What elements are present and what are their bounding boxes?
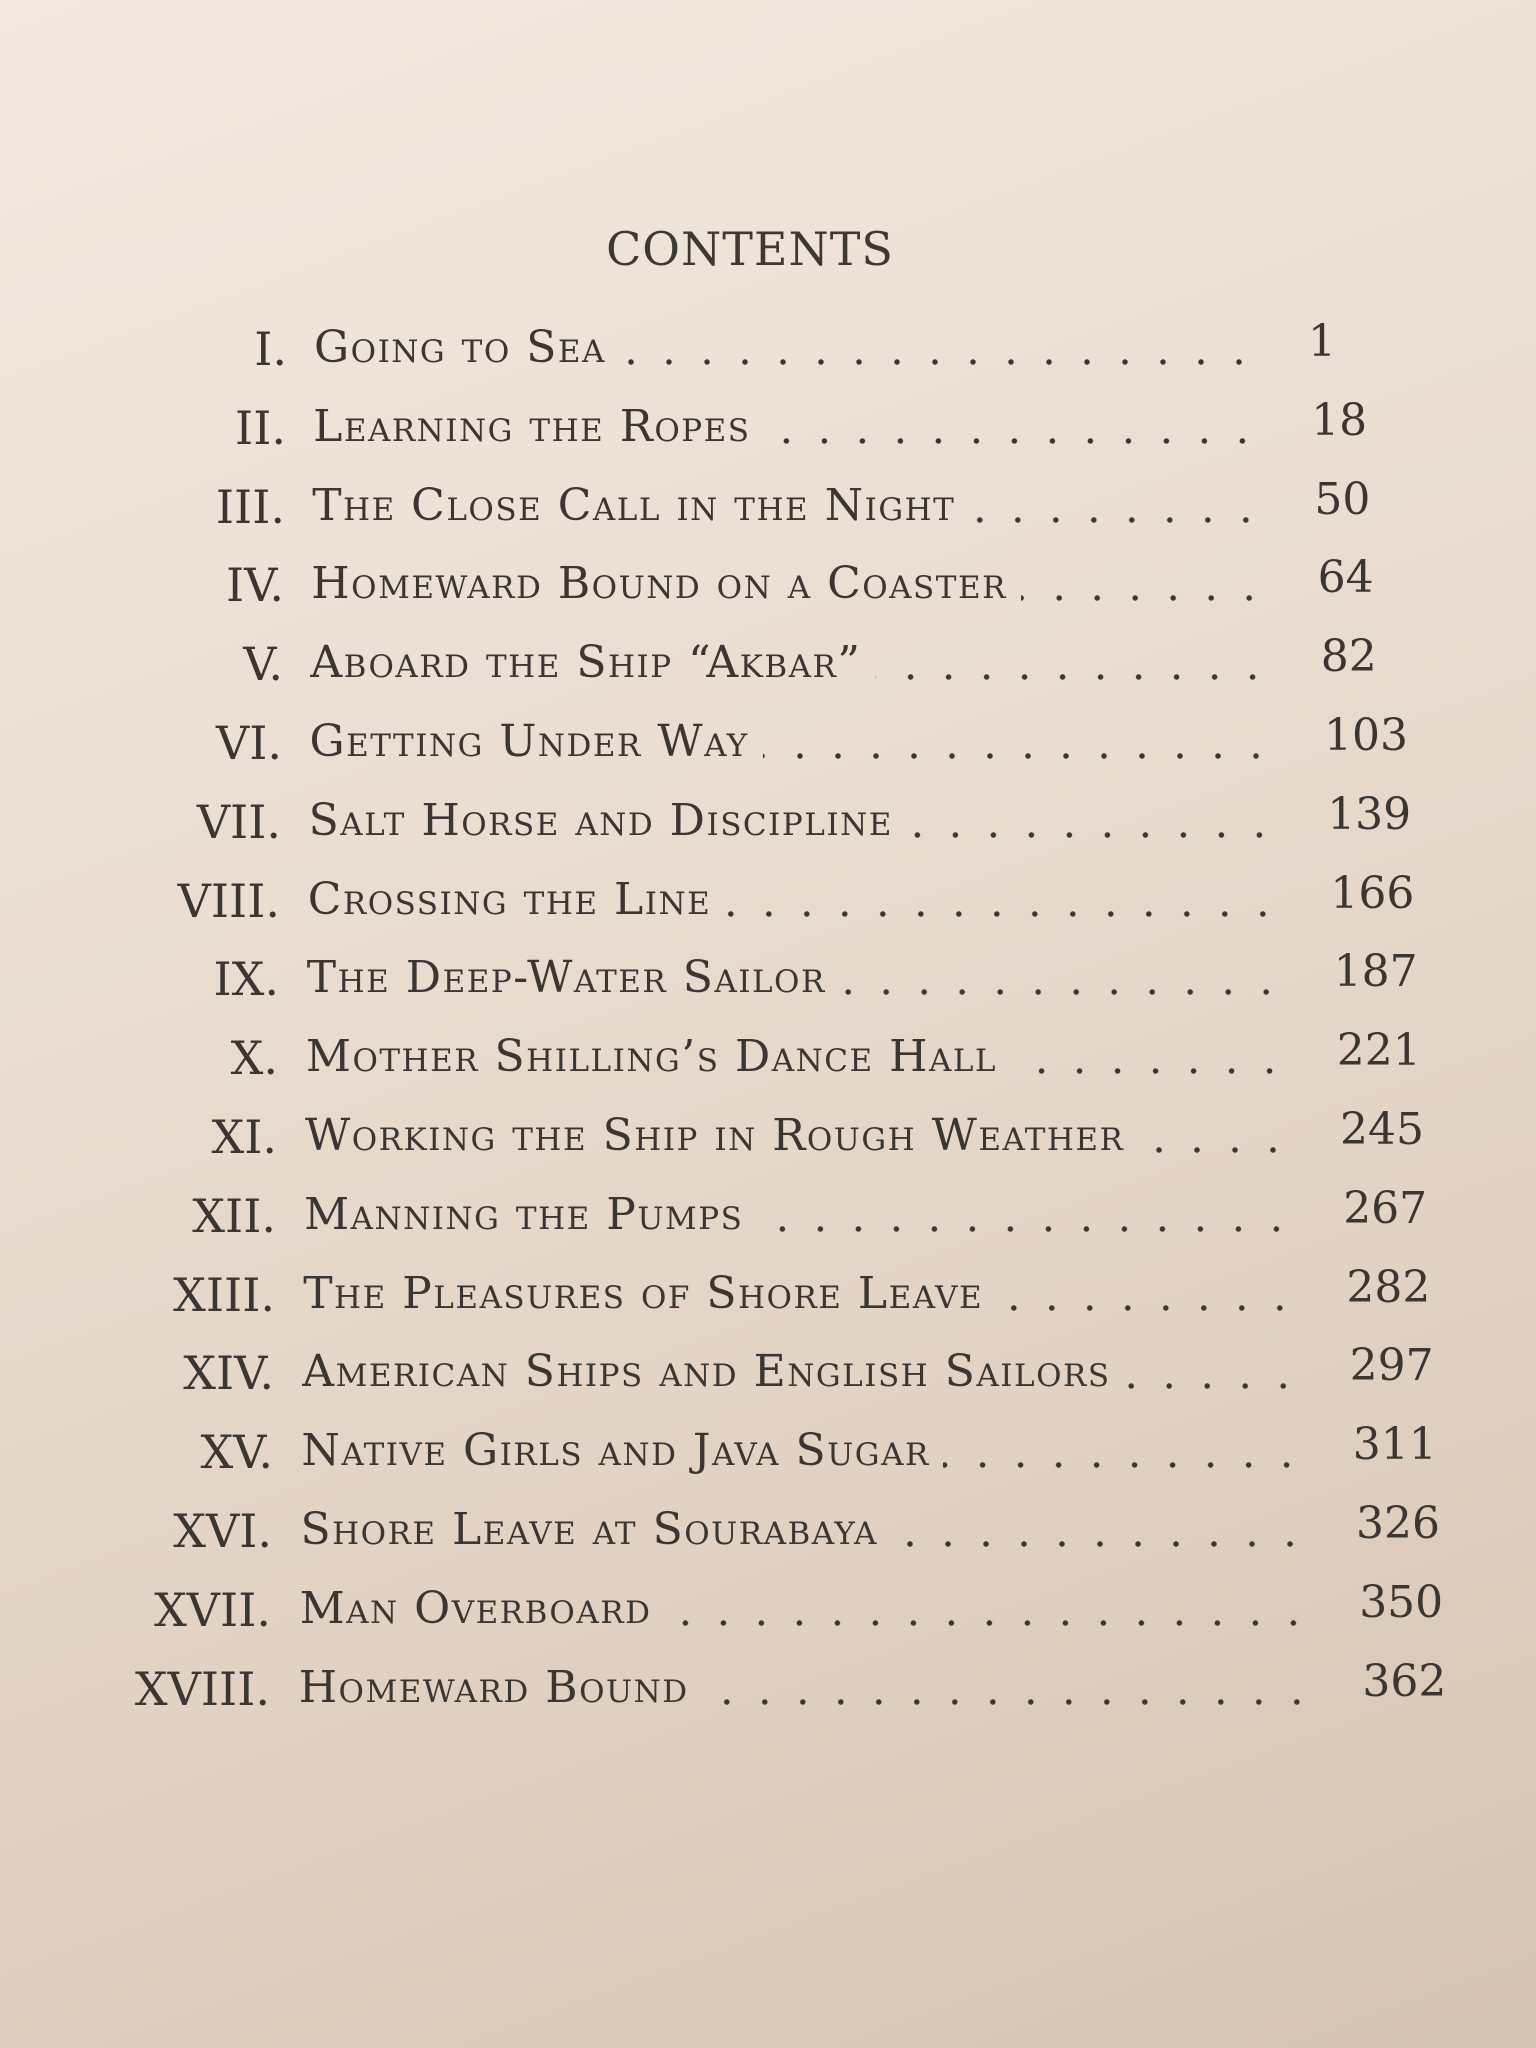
chapter-numeral: I. bbox=[254, 322, 287, 376]
toc-entry bbox=[0, 1104, 1536, 1180]
chapter-title: Native Girls and Java Sugar bbox=[301, 1425, 930, 1477]
chapter-title: The Pleasures of Shore Leave bbox=[303, 1267, 984, 1319]
chapter-title: Learning the Ropes bbox=[313, 400, 751, 452]
chapter-numeral: XV. bbox=[200, 1425, 273, 1480]
chapter-page-number: 64 bbox=[1317, 552, 1374, 604]
chapter-page-number: 282 bbox=[1346, 1261, 1431, 1313]
chapter-page-number: 139 bbox=[1327, 788, 1412, 840]
toc-entry bbox=[0, 867, 1536, 944]
chapter-numeral: VII. bbox=[196, 794, 281, 849]
dot-leader bbox=[943, 1461, 1306, 1469]
chapter-page-number: 267 bbox=[1343, 1182, 1428, 1234]
dot-leader bbox=[620, 358, 1258, 366]
dot-leader bbox=[1011, 1067, 1289, 1075]
dot-leader bbox=[757, 1225, 1295, 1233]
chapter-numeral: III. bbox=[215, 479, 285, 534]
chapter-page-number: 103 bbox=[1324, 710, 1408, 761]
chapter-numeral: XIV. bbox=[183, 1346, 274, 1401]
dot-leader bbox=[1021, 594, 1268, 602]
chapter-title: Mother Shilling’s Dance Hall bbox=[305, 1031, 998, 1083]
dot-leader bbox=[726, 910, 1282, 918]
chapter-title: Homeward Bound bbox=[298, 1661, 689, 1713]
toc-entry bbox=[0, 1419, 1536, 1495]
chapter-page-number: 50 bbox=[1314, 473, 1371, 525]
chapter-numeral: IV. bbox=[226, 558, 284, 613]
dot-leader bbox=[892, 1540, 1309, 1548]
chapter-title: Aboard the Ship “Akbar” bbox=[310, 637, 862, 689]
dot-leader bbox=[969, 516, 1265, 524]
toc-entry bbox=[0, 552, 1536, 628]
chapter-title: Manning the Pumps bbox=[304, 1188, 744, 1240]
chapter-numeral: XVI. bbox=[173, 1504, 272, 1558]
chapter-page-number: 350 bbox=[1359, 1576, 1444, 1628]
toc-entry bbox=[0, 788, 1536, 865]
dot-leader bbox=[764, 437, 1261, 445]
chapter-page-number: 1 bbox=[1308, 316, 1336, 367]
toc-entry bbox=[0, 473, 1536, 550]
chapter-page-number: 221 bbox=[1336, 1025, 1421, 1077]
chapter-page-number: 311 bbox=[1352, 1419, 1437, 1471]
dot-leader bbox=[666, 1619, 1312, 1627]
chapter-title: Shore Leave at Sourabaya bbox=[300, 1504, 878, 1555]
chapter-numeral: II. bbox=[235, 400, 286, 455]
toc-entry bbox=[0, 1340, 1536, 1416]
chapter-numeral: IX. bbox=[213, 952, 279, 1007]
chapter-numeral: VI. bbox=[215, 716, 282, 770]
chapter-title: Salt Horse and Discipline bbox=[308, 794, 893, 846]
chapter-title: Going to Sea bbox=[314, 322, 606, 373]
dot-leader bbox=[840, 988, 1285, 996]
dot-leader bbox=[875, 673, 1272, 681]
dot-leader bbox=[997, 1304, 1299, 1312]
dot-leader bbox=[763, 752, 1275, 760]
toc-entry bbox=[0, 316, 1536, 392]
chapter-title: The Deep-Water Sailor bbox=[306, 952, 826, 1004]
toc-entry bbox=[0, 394, 1536, 471]
chapter-numeral: VIII. bbox=[177, 873, 280, 928]
page-title: CONTENTS bbox=[606, 222, 894, 276]
chapter-numeral: V. bbox=[243, 637, 283, 692]
toc-entry bbox=[0, 710, 1536, 786]
chapter-title: Homeward Bound on a Coaster bbox=[311, 558, 1007, 610]
toc-entry bbox=[0, 1025, 1536, 1101]
toc-entry bbox=[0, 1182, 1536, 1259]
chapter-page-number: 18 bbox=[1311, 394, 1368, 446]
chapter-page-number: 362 bbox=[1362, 1655, 1447, 1707]
chapter-numeral: XIII. bbox=[173, 1267, 275, 1322]
chapter-title: Working the Ship in Rough Weather bbox=[305, 1110, 1125, 1161]
dot-leader bbox=[1138, 1146, 1292, 1154]
chapter-title: American Ships and English Sailors bbox=[302, 1346, 1111, 1398]
toc-entry bbox=[0, 1576, 1536, 1653]
chapter-title: Crossing the Line bbox=[307, 873, 712, 925]
chapter-page-number: 245 bbox=[1340, 1104, 1424, 1155]
chapter-title: Getting Under Way bbox=[309, 716, 749, 767]
toc-entry bbox=[0, 1655, 1536, 1732]
dot-leader bbox=[703, 1698, 1316, 1706]
toc-entry bbox=[0, 1261, 1536, 1338]
chapter-numeral: X. bbox=[230, 1031, 278, 1086]
chapter-page-number: 166 bbox=[1330, 867, 1415, 919]
chapter-numeral: XVIII. bbox=[134, 1661, 270, 1716]
toc-entry bbox=[0, 1498, 1536, 1574]
chapter-page-number: 297 bbox=[1349, 1340, 1434, 1392]
toc-entry bbox=[0, 631, 1536, 707]
chapter-page-number: 187 bbox=[1333, 946, 1418, 998]
dot-leader bbox=[907, 831, 1278, 839]
chapter-page-number: 326 bbox=[1356, 1498, 1440, 1549]
chapter-title: Man Overboard bbox=[299, 1582, 652, 1634]
chapter-numeral: XI. bbox=[211, 1110, 277, 1164]
toc-entry bbox=[0, 946, 1536, 1022]
chapter-page-number: 82 bbox=[1320, 631, 1377, 683]
dot-leader bbox=[1124, 1382, 1302, 1390]
chapter-numeral: XVII. bbox=[154, 1582, 271, 1637]
chapter-title: The Close Call in the Night bbox=[312, 479, 956, 531]
chapter-numeral: XII. bbox=[192, 1188, 276, 1243]
